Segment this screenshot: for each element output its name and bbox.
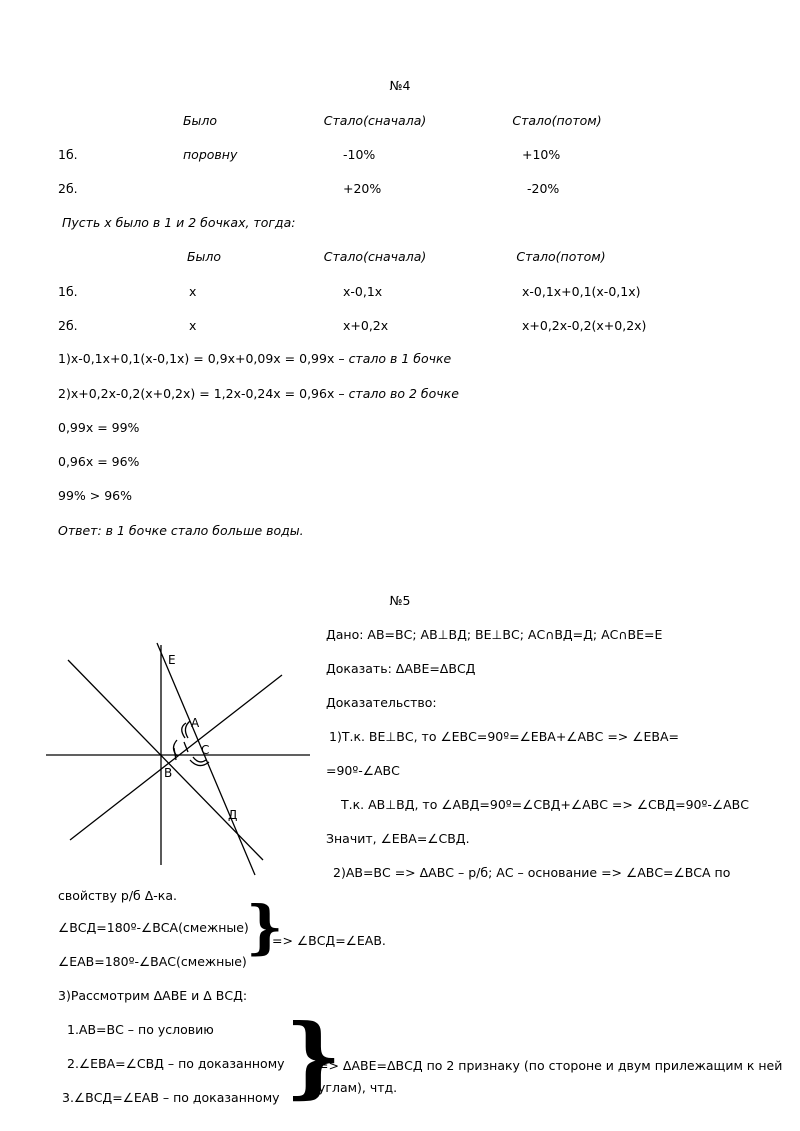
proof-step3f: углам), чтд.	[318, 1080, 398, 1095]
table2-row2-label: 2б.	[58, 318, 78, 333]
table2-row1-was: х	[189, 284, 197, 299]
given: Дано: АВ=ВС; АВ⊥ВД; ВЕ⊥ВС; АС∩ВД=Д; АС∩ВЕ=Е	[326, 627, 663, 642]
table1-row2-then: -20%	[527, 181, 560, 196]
proof-step3a: 3)Рассмотрим ΔАВЕ и Δ ВСД:	[58, 988, 248, 1003]
table2-row2-first: х+0,2х	[343, 318, 389, 333]
problem4-intro: Пусть х было в 1 и 2 бочках, тогда:	[62, 215, 296, 230]
table1-row2-first: +20%	[343, 181, 382, 196]
brace-step3: }	[285, 1004, 342, 1108]
table1-header-was: Было	[182, 113, 218, 128]
line-bd	[68, 660, 263, 860]
proof-step2a: 2)АВ=ВС => ΔАВС – р/б; АС – основание => ∠АВС=∠ВСА по	[333, 865, 731, 880]
label-b: В	[164, 766, 173, 780]
proof-step3e: => ΔАВЕ=ΔВСД по 2 признаку (по стороне и двум прилежащим к ней	[318, 1058, 783, 1073]
table1-header-then: Стало(потом)	[512, 113, 602, 128]
table2-row2-then: х+0,2х-0,2(х+0,2х)	[522, 318, 647, 333]
step2-expr: 2)х+0,2х-0,2(х+0,2х) = 1,2х-0,24х = 0,96х –	[58, 386, 349, 401]
prove: Доказать: ΔАВЕ=ΔВСД	[326, 661, 476, 676]
step2-note: стало во 2 бочке	[348, 386, 459, 401]
table1-row1-label: 1б.	[58, 147, 78, 162]
table1-row2-label: 2б.	[58, 181, 78, 196]
table2-row2-was: х	[189, 318, 197, 333]
proof-step2e: => ∠ВСД=∠ЕАВ.	[272, 933, 386, 948]
label-a: А	[191, 716, 200, 730]
label-d: Д	[228, 808, 238, 822]
proof-step3b: 1.АВ=ВС – по условию	[67, 1022, 214, 1037]
line-ac	[157, 643, 255, 875]
proof-step3d: 3.∠ВСД=∠ЕАВ – по доказанному	[62, 1090, 280, 1105]
proof-step1b: =90º-∠АВС	[326, 763, 400, 778]
proof-step1c: Т.к. АВ⊥ВД, то ∠АВД=90º=∠СВД+∠АВС => ∠СВД=90º-∠АВС	[341, 797, 749, 812]
table1-row1-was: поровну	[183, 147, 238, 162]
table2-header-first: Стало(сначала)	[323, 249, 427, 264]
step1-note: стало в 1 бочке	[348, 351, 452, 366]
problem4-title: №4	[389, 78, 411, 93]
table1-header-first: Стало(сначала)	[323, 113, 427, 128]
label-e: Е	[168, 653, 176, 667]
table1-row1-first: -10%	[343, 147, 376, 162]
angle-arc-c1	[193, 757, 206, 762]
label-c: С	[201, 743, 210, 757]
proof-step2d: ∠ЕАВ=180º-∠ВАС(смежные)	[58, 954, 247, 969]
table2-header-was: Было	[186, 249, 222, 264]
proof-step1a: 1)Т.к. ВЕ⊥ВС, то ∠ЕВС=90º=∠ЕВА+∠АВС => ∠ЕВА=	[329, 729, 679, 744]
proof-step3c: 2.∠ЕВА=∠СВД – по доказанному	[67, 1056, 285, 1071]
proof-label: Доказательство:	[326, 695, 437, 710]
problem5-title: №5	[389, 593, 411, 608]
line-096: 0,96х = 96%	[58, 454, 140, 469]
proof-step2c: ∠ВСД=180º-∠ВСА(смежные)	[58, 920, 249, 935]
problem4-answer: Ответ: в 1 бочке стало больше воды.	[58, 523, 304, 538]
proof-step1d: Значит, ∠ЕВА=∠СВД.	[326, 831, 470, 846]
table2-row1-then: х-0,1х+0,1(х-0,1х)	[522, 284, 641, 299]
table2-header-then: Стало(потом)	[516, 249, 606, 264]
table2-row1-label: 1б.	[58, 284, 78, 299]
step1-expr: 1)х-0,1х+0,1(х-0,1х) = 0,9х+0,09х = 0,99х –	[58, 351, 349, 366]
proof-step2b: свойству р/б Δ-ка.	[58, 888, 177, 903]
brace-step2: }	[246, 893, 284, 961]
table2-row1-first: х-0,1х	[343, 284, 383, 299]
line-099: 0,99х = 99%	[58, 420, 140, 435]
line-compare: 99% > 96%	[58, 488, 132, 503]
table1-row1-then: +10%	[522, 147, 561, 162]
